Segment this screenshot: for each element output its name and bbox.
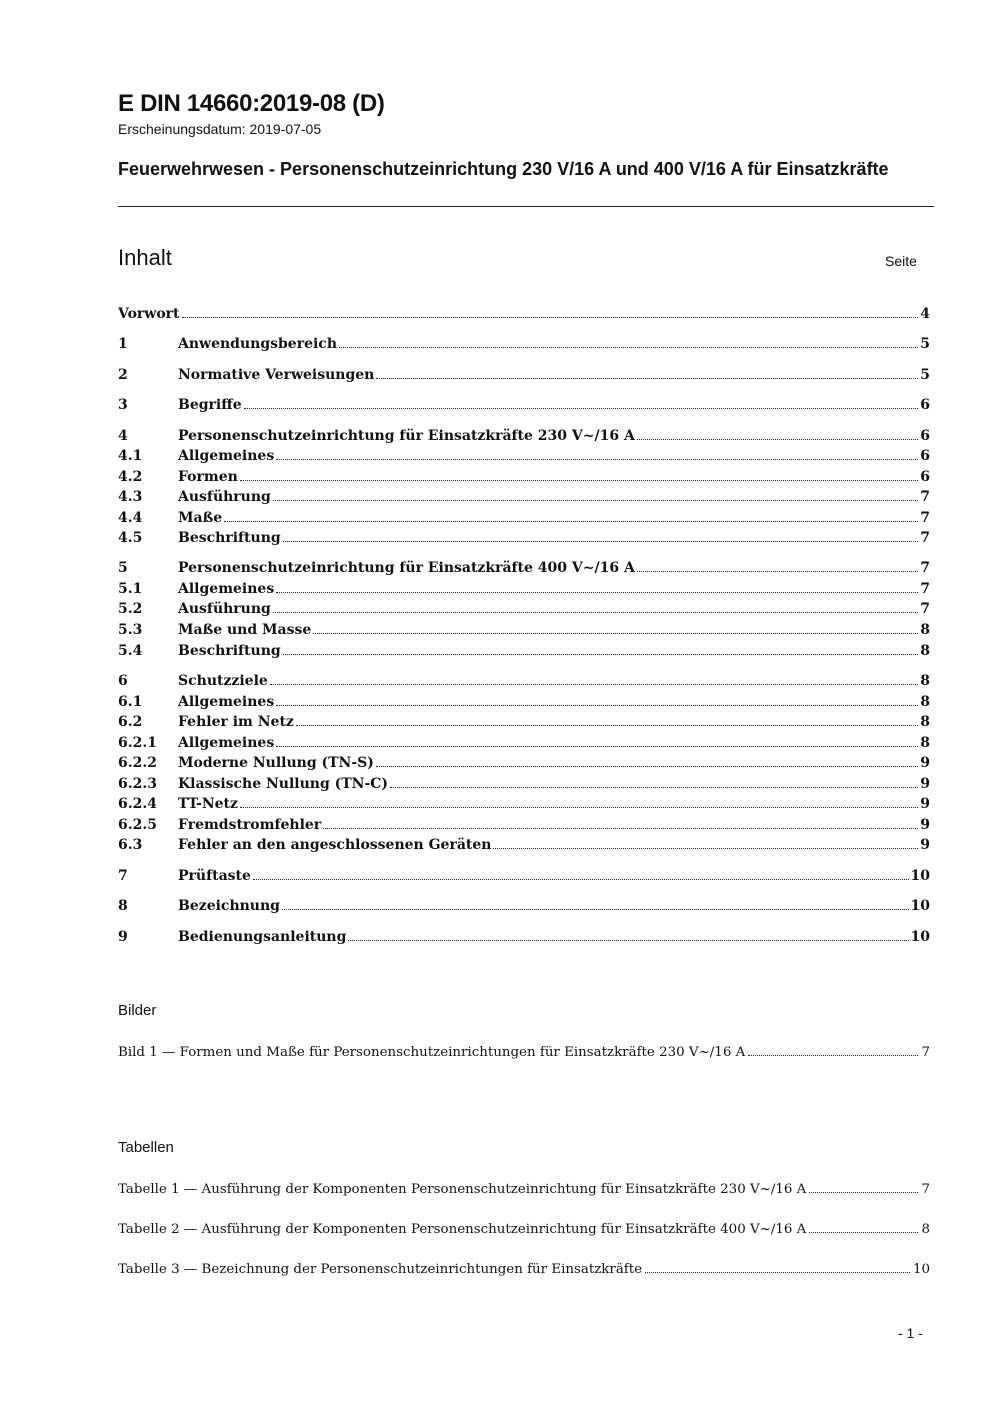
toc-entry[interactable] [118, 619, 930, 639]
toc-entry-number: 5.4 [118, 643, 143, 659]
toc-entry-title: Fehler an den angeschlossenen Geräten [178, 837, 492, 853]
toc-entry[interactable] [118, 557, 930, 577]
dot-leader [748, 1042, 918, 1056]
toc-entry-number: 6.2.2 [118, 755, 157, 771]
toc-entry-page: 7 [920, 489, 930, 505]
dot-leader [276, 445, 918, 460]
dot-leader [339, 333, 918, 348]
toc-entry-number: 4.2 [118, 469, 143, 485]
table-entry[interactable] [118, 1219, 930, 1239]
toc-entry-page: 6 [920, 469, 930, 485]
toc-entry-number: 4.1 [118, 448, 143, 464]
toc-entry[interactable] [118, 425, 930, 445]
toc-entry-number: 6.3 [118, 837, 143, 853]
toc-entry-page: 8 [920, 694, 930, 710]
toc-entry-number: 5 [118, 560, 128, 576]
toc-entry-page: 6 [920, 448, 930, 464]
dot-leader [282, 895, 909, 910]
toc-entry-title: Normative Verweisungen [178, 367, 375, 383]
dot-leader [376, 752, 918, 767]
figure-entry[interactable] [118, 1042, 930, 1062]
dot-leader [276, 578, 918, 593]
dot-leader [323, 814, 918, 829]
toc-entry[interactable] [118, 895, 930, 915]
toc-entry-number: 6.2 [118, 714, 143, 730]
dot-leader [273, 598, 918, 613]
toc-entry-title: Allgemeines [178, 735, 275, 751]
dot-leader [645, 1259, 910, 1273]
dot-leader [240, 793, 918, 808]
toc-entry[interactable] [118, 711, 930, 731]
toc-entry-page: 6 [920, 428, 930, 444]
dot-leader [637, 557, 918, 572]
toc-entry-number: 7 [118, 868, 128, 884]
toc-entry[interactable] [118, 926, 930, 946]
toc-entry-title: Bezeichnung [178, 898, 280, 914]
toc-entry-page: 5 [920, 336, 930, 352]
toc-entry-number: 3 [118, 397, 128, 413]
toc-entry-page: 8 [920, 714, 930, 730]
toc-entry[interactable] [118, 394, 930, 414]
toc-entry-page: 10 [910, 929, 930, 945]
toc-entry-number: 4.3 [118, 489, 143, 505]
dot-leader [809, 1179, 918, 1193]
toc-entry[interactable] [118, 578, 930, 598]
dot-leader [313, 619, 918, 634]
table-entry-title: Tabelle 1 — Ausführung der Komponenten Personenschutzeinrichtung für Einsatzkräfte 230 V~/16 A [118, 1182, 807, 1197]
toc-entry-page: 9 [920, 776, 930, 792]
toc-entry-page: 9 [920, 837, 930, 853]
publication-date: Erscheinungsdatum: 2019-07-05 [118, 121, 322, 137]
toc-entry-page: 7 [920, 601, 930, 617]
toc-entry-title: Anwendungsbereich [178, 336, 337, 352]
toc-entry-number: 6.2.4 [118, 796, 157, 812]
toc-entry-number: 4 [118, 428, 128, 444]
figure-entry-page: 7 [921, 1045, 930, 1060]
dot-leader [182, 303, 919, 318]
toc-entry[interactable] [118, 773, 930, 793]
document-subtitle: Feuerwehrwesen - Personenschutzeinrichtung 230 V/16 A und 400 V/16 A für Einsatzkräfte [118, 159, 889, 179]
table-entry-title: Tabelle 3 — Bezeichnung der Personenschutzeinrichtungen für Einsatzkräfte [118, 1262, 643, 1277]
dot-leader [276, 732, 918, 747]
toc-entry[interactable] [118, 640, 930, 660]
toc-entry-number: 5.3 [118, 622, 143, 638]
toc-entry[interactable] [118, 445, 930, 465]
table-entry-page: 7 [921, 1182, 930, 1197]
toc-entry-number: 8 [118, 898, 128, 914]
dot-leader [270, 670, 918, 685]
toc-entry[interactable] [118, 527, 930, 547]
toc-entry-page: 7 [920, 510, 930, 526]
toc-entry-page: 7 [920, 560, 930, 576]
toc-entry-page: 10 [910, 868, 930, 884]
dot-leader [273, 486, 918, 501]
toc-entry-number: 9 [118, 929, 128, 945]
toc-entry-title: Bedienungsanleitung [178, 929, 347, 945]
toc-entry[interactable] [118, 333, 930, 353]
dot-leader [348, 926, 908, 941]
toc-entry-page: 9 [920, 817, 930, 833]
toc-entry-title: TT-Netz [178, 796, 238, 812]
toc-heading: Inhalt [118, 245, 172, 270]
toc-entry-page: 9 [920, 796, 930, 812]
dot-leader [283, 640, 919, 655]
toc-entry[interactable] [118, 793, 930, 813]
toc-entry-page: 10 [910, 898, 930, 914]
toc-entry[interactable] [118, 834, 930, 854]
dot-leader [244, 394, 919, 409]
dot-leader [240, 466, 918, 481]
table-entry-page: 10 [912, 1262, 930, 1277]
toc-entry-title: Beschriftung [178, 530, 281, 546]
toc-entry[interactable] [118, 466, 930, 486]
toc-entry-title: Personenschutzeinrichtung für Einsatzkräfte 400 V~/16 A [178, 560, 635, 576]
toc-entry-page: 6 [920, 397, 930, 413]
toc-entry-title: Ausführung [178, 601, 271, 617]
dot-leader [390, 773, 918, 788]
toc-entry-title: Fehler im Netz [178, 714, 294, 730]
dot-leader [637, 425, 918, 440]
toc-entry-title: Maße [178, 510, 223, 526]
toc-entry[interactable] [118, 598, 930, 618]
toc-entry-page: 7 [920, 530, 930, 546]
title-divider [118, 206, 934, 207]
toc-entry-number: 1 [118, 336, 128, 352]
table-entry[interactable] [118, 1179, 930, 1199]
dot-leader [376, 364, 918, 379]
toc-entry-number: 6.2.5 [118, 817, 157, 833]
toc-entry-number: 5.1 [118, 581, 143, 597]
toc-entry-number: 6.2.1 [118, 735, 157, 751]
toc-entry[interactable] [118, 486, 930, 506]
toc-entry[interactable] [118, 814, 930, 834]
toc-entry-page: 5 [920, 367, 930, 383]
toc-entry-number: 4.4 [118, 510, 143, 526]
toc-entry-title: Formen [178, 469, 238, 485]
page-column-label: Seite [885, 253, 917, 269]
toc-entry[interactable] [118, 865, 930, 885]
toc-entry[interactable] [118, 507, 930, 527]
toc-entry-number: 6.2.3 [118, 776, 157, 792]
toc-entry-title: Klassische Nullung (TN-C) [178, 776, 389, 792]
dot-leader [253, 865, 909, 880]
toc-entry-title: Begriffe [178, 397, 242, 413]
table-entry-title: Tabelle 2 — Ausführung der Komponenten Personenschutzeinrichtung für Einsatzkräfte 400 V~/16 A [118, 1222, 807, 1237]
table-entry-page: 8 [921, 1222, 930, 1237]
figures-heading: Bilder [118, 1002, 157, 1019]
toc-entry-title: Schutzziele [178, 673, 268, 689]
toc-entry[interactable] [118, 752, 930, 772]
toc-entry-page: 9 [920, 755, 930, 771]
dot-leader [809, 1219, 918, 1233]
toc-entry-title: Personenschutzeinrichtung für Einsatzkräfte 230 V~/16 A [178, 428, 635, 444]
toc-entry-title: Maße und Masse [178, 622, 312, 638]
toc-entry-title: Moderne Nullung (TN-S) [178, 755, 374, 771]
toc-entry-title: Fremdstromfehler [178, 817, 322, 833]
toc-entry-title: Allgemeines [178, 581, 275, 597]
toc-entry-title: Prüftaste [178, 868, 251, 884]
toc-entry-number: 6 [118, 673, 128, 689]
toc-entry-number: 6.1 [118, 694, 143, 710]
toc-entry-page: 8 [920, 673, 930, 689]
tables-heading: Tabellen [118, 1139, 174, 1156]
dot-leader [493, 834, 918, 849]
toc-entry-number: 4.5 [118, 530, 143, 546]
document-title: E DIN 14660:2019-08 (D) [118, 90, 385, 117]
toc-entry[interactable] [118, 732, 930, 752]
dot-leader [296, 711, 918, 726]
toc-entry-page: 4 [920, 306, 930, 322]
toc-entry-title: Ausführung [178, 489, 271, 505]
toc-entry[interactable] [118, 670, 930, 690]
dot-leader [276, 691, 918, 706]
page-number: - 1 - [898, 1325, 923, 1341]
dot-leader [224, 507, 918, 522]
toc-entry-title: Allgemeines [178, 448, 275, 464]
figure-entry-title: Bild 1 — Formen und Maße für Personenschutzeinrichtungen für Einsatzkräfte 230 V~/16 A [118, 1045, 746, 1060]
toc-entry-page: 7 [920, 581, 930, 597]
toc-entry[interactable] [118, 364, 930, 384]
toc-entry-number: 2 [118, 367, 128, 383]
toc-entry-page: 8 [920, 643, 930, 659]
toc-entry[interactable] [118, 303, 930, 323]
toc-entry-number: 5.2 [118, 601, 143, 617]
dot-leader [283, 527, 919, 542]
toc-entry-page: 8 [920, 735, 930, 751]
toc-entry-title: Beschriftung [178, 643, 281, 659]
table-entry[interactable] [118, 1259, 930, 1279]
toc-entry[interactable] [118, 691, 930, 711]
toc-entry-title: Allgemeines [178, 694, 275, 710]
toc-entry-title: Vorwort [118, 306, 180, 322]
toc-entry-page: 8 [920, 622, 930, 638]
